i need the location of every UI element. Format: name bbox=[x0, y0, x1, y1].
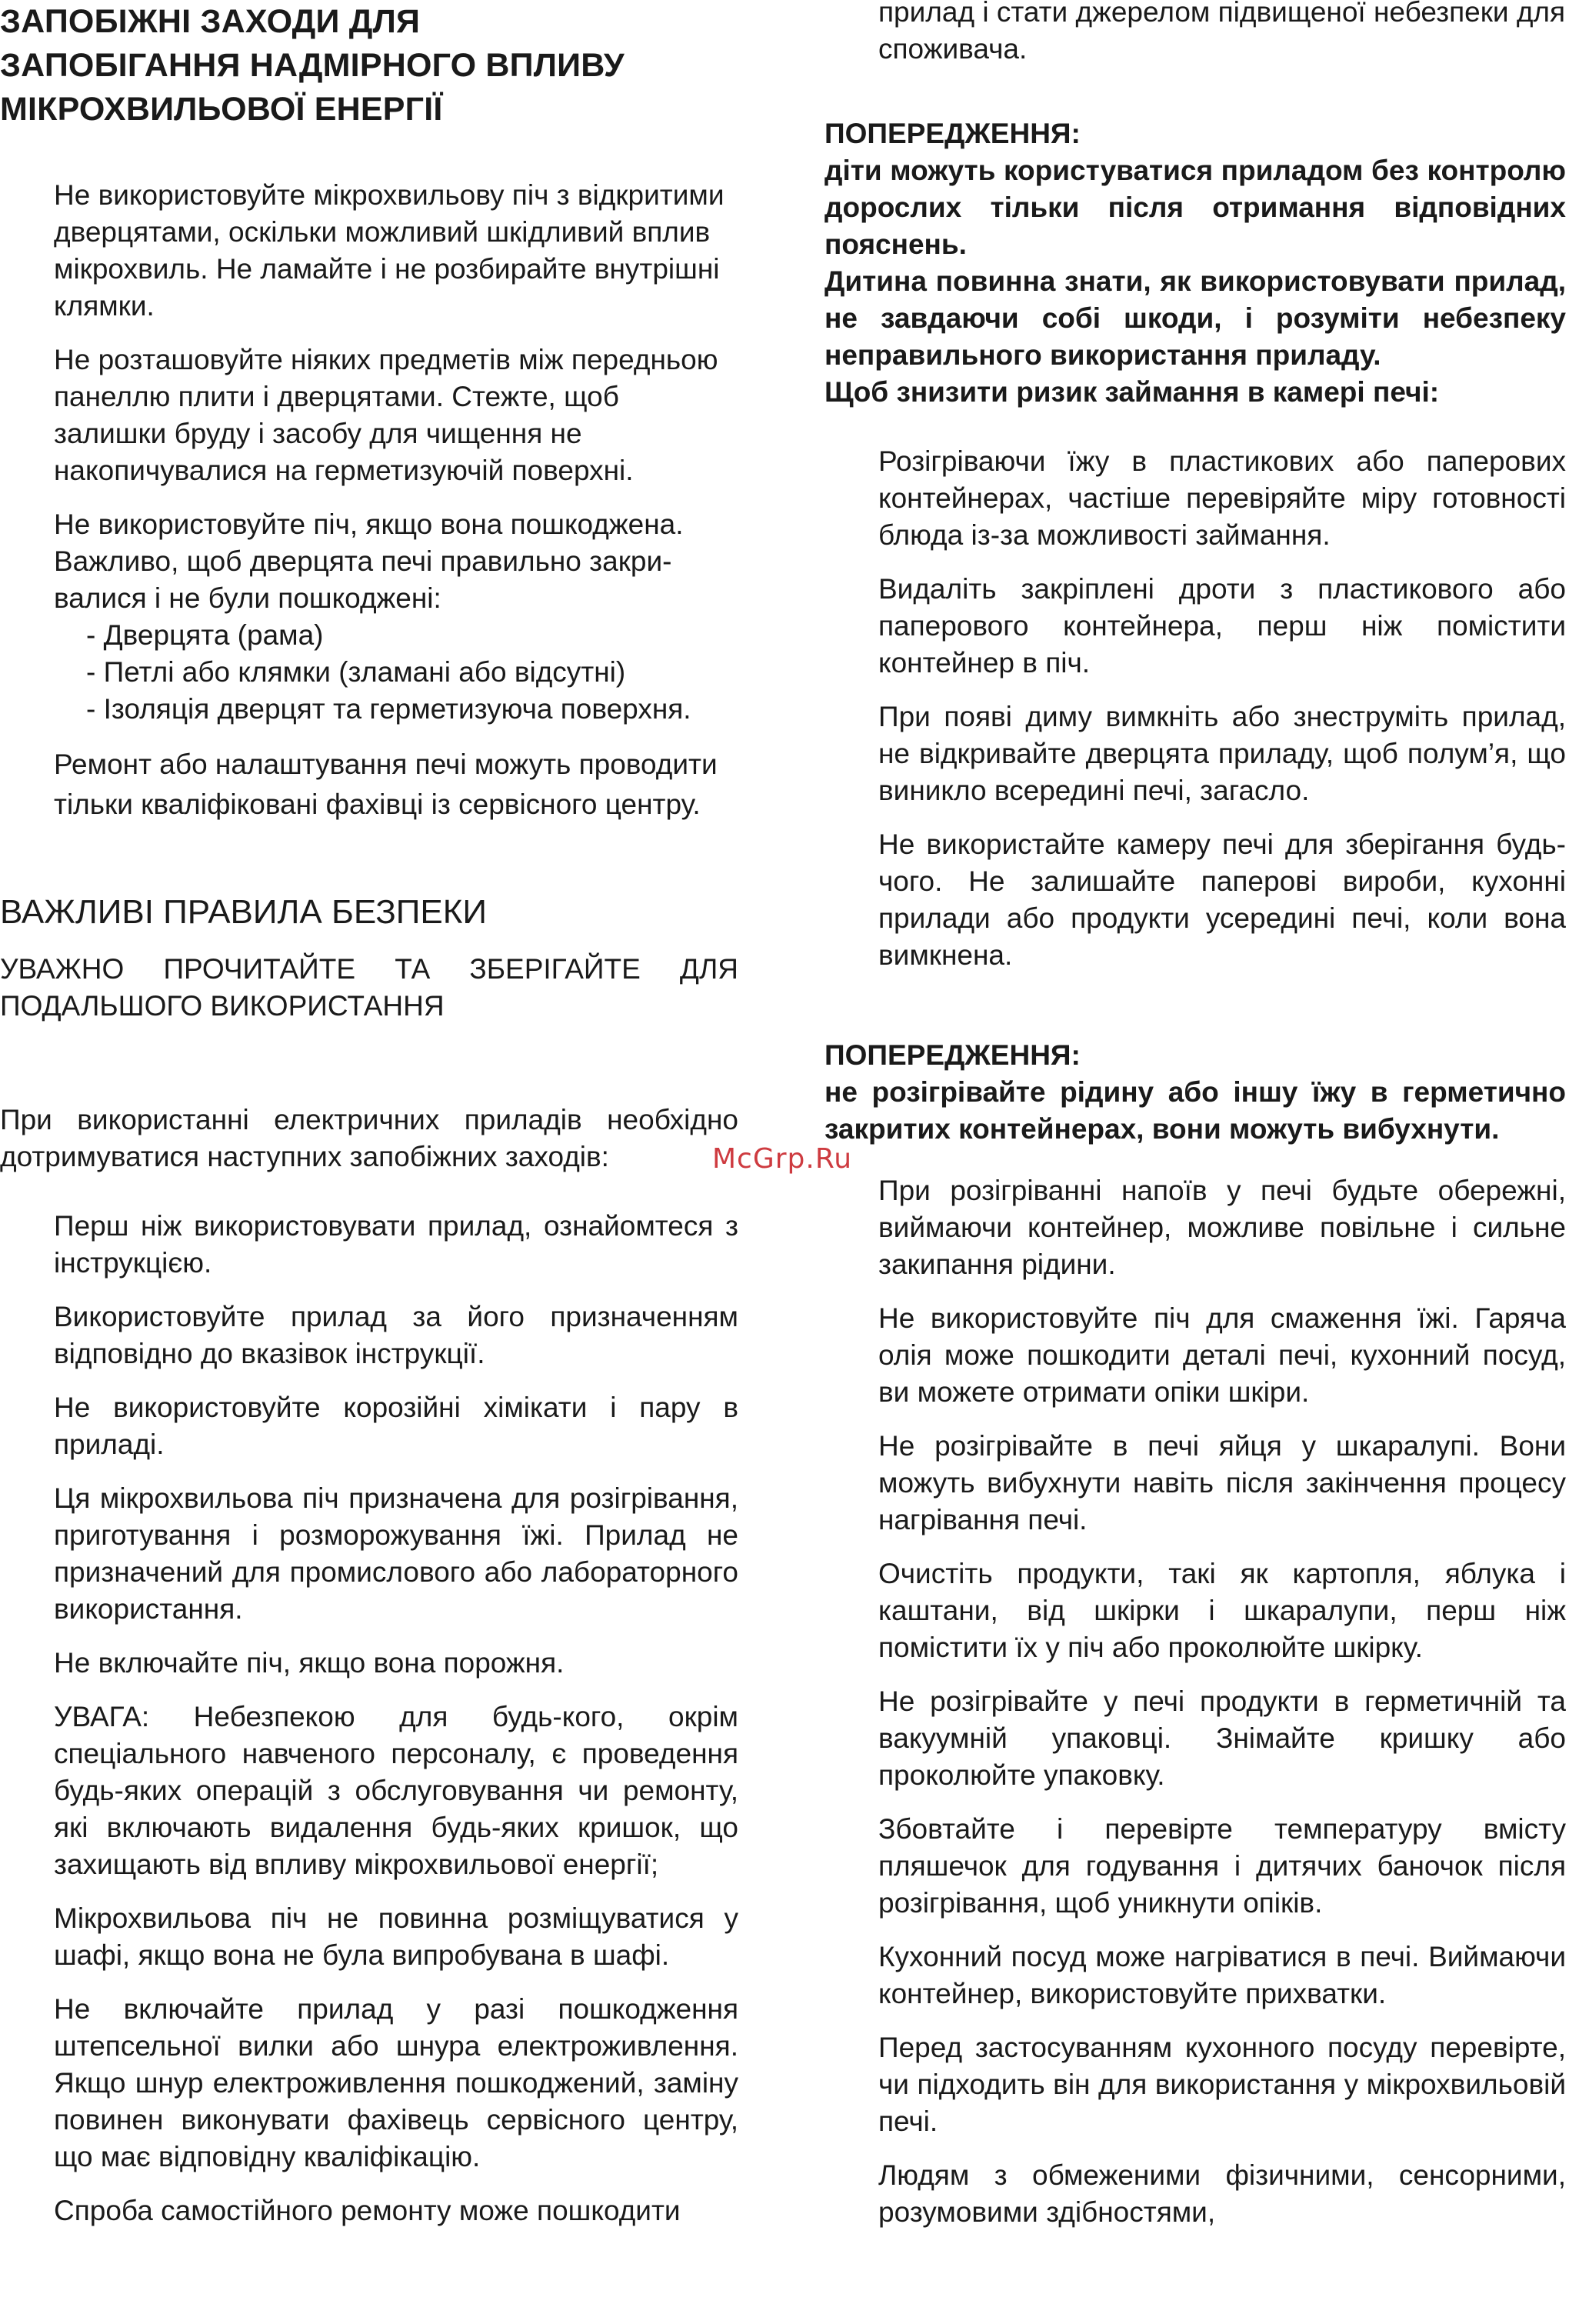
caution-item: Перед застосуванням кухонного посуду перевірте, чи підходить він для використання у мікрохвильовій печі. bbox=[878, 2032, 1566, 2137]
paragraph-open-door: Не використовуйте мікрохвильову піч з відкритими дверцятами, оскільки можливий шкідливий вплив мікрохвиль. Не ламайте і не розбирайте внутрішні клямки. bbox=[54, 179, 725, 322]
fire-item: Не використайте камеру печі для зберігання будь-чого. Не залишайте паперові вироби, кухонні прилади або продукти усередині печі, коли вона вимкнена. bbox=[878, 829, 1566, 971]
caution-item: Не розігрівайте в печі яйця у шкаралупі. Вони можуть вибухнути навіть після закінчення процесу нагрівання печі. bbox=[878, 1430, 1566, 1535]
paragraph-repair: Ремонт або налаштування печі можуть проводити тільки кваліфіковані фахівці із сервісного центру. bbox=[54, 749, 718, 820]
title-line: МІКРОХВИЛЬОВОЇ ЕНЕРГІЇ bbox=[0, 91, 443, 128]
list-item: - Петлі або клямки (зламані або відсутні) bbox=[86, 654, 738, 691]
rule-item: УВАГА: Небезпекою для будь-кого, окрім спеціального навченого персоналу, є проведення будь-яких операцій з обслуговування чи ремонту, які включають видалення будь-яких кришок, що захищають від впливу мікрохвильової енергії; bbox=[54, 1701, 738, 1880]
fire-risk-heading: Щоб знизити ризик займання в камері печі: bbox=[824, 376, 1440, 408]
caution-item: Кухонний посуд може нагріватися в печі. Виймаючи контейнер, використовуйте прихватки. bbox=[878, 1941, 1566, 2009]
rule-item: Використовуйте прилад за його призначенням відповідно до вказівок інструкції. bbox=[54, 1301, 738, 1369]
right-column bbox=[824, 0, 1566, 2231]
rule-item: Спроба самостійного ремонту може пошкодити bbox=[54, 2195, 681, 2226]
rule-item: Не включайте піч, якщо вона порожня. bbox=[54, 1647, 565, 1679]
rule-item: Мікрохвильова піч не повинна розміщуватися у шафі, якщо вона не була випробувана в шафі. bbox=[54, 1902, 738, 1971]
title-line: ЗАПОБІГАННЯ НАДМІРНОГО ВПЛИВУ bbox=[0, 47, 625, 84]
title-line: ЗАПОБІЖНІ ЗАХОДИ ДЛЯ bbox=[0, 3, 421, 40]
section-title-safety-rules: ВАЖЛИВІ ПРАВИЛА БЕЗПЕКИ bbox=[0, 893, 488, 931]
caution-item: При розігріванні напоїв у печі будьте обережні, виймаючи контейнер, можливе повільне і сильне закипання рідини. bbox=[878, 1175, 1566, 1280]
caution-item: Людям з обмеженими фізичними, сенсорними, розумовими здібностями, bbox=[878, 2159, 1566, 2228]
fire-item: При появі диму вимкніть або знеструміть прилад, не відкривайте дверцята приладу, щоб полум’я, що виникло всередині печі, загасло. bbox=[878, 701, 1566, 806]
paragraph-continuation: прилад і стати джерелом підвищеної небезпеки для споживача. bbox=[878, 0, 1566, 65]
paragraph-damaged-oven: Не використовуйте піч, якщо вона пошкоджена. Важливо, щоб дверцята печі правильно закри-валися і не були пошкоджені: bbox=[54, 508, 684, 614]
damage-list bbox=[0, 617, 738, 728]
rule-item: Не включайте прилад у разі пошкодження штепсельної вилки або шнура електроживлення. Якщо шнур електроживлення пошкоджений, заміну повинен виконувати фахівець сервісного центру, що має відповідну кваліфікацію. bbox=[54, 1993, 738, 2172]
warning-text-child-knowledge: Дитина повинна знати, як використовувати прилад, не завдаючи собі шкоди, і розуміти небезпеку неправильного використання приладу. bbox=[824, 265, 1566, 371]
warning-text-sealed-containers: не розігрівайте рідину або іншу їжу в герметично закритих контейнерах, вони можуть вибухнути. bbox=[824, 1076, 1566, 1145]
section-title-precautions bbox=[0, 0, 738, 132]
paragraph-no-objects: Не розташовуйте ніяких предметів між передньою панеллю плити і дверцятами. Стежте, щоб залишки бруду і засобу для чищення не накопичувалися на герметизуючій поверхні. bbox=[54, 344, 718, 486]
fire-item: Видаліть закріплені дроти з пластикового або паперового контейнера, перш ніж помістити контейнер в піч. bbox=[878, 573, 1566, 679]
caution-item: Очистіть продукти, такі як картопля, яблука і каштани, від шкірки і шкаралупи, перш ніж помістити їх у піч або проколюйте шкірку. bbox=[878, 1558, 1566, 1663]
warning-label: ПОПЕРЕДЖЕННЯ: bbox=[824, 118, 1081, 149]
warning-text-children: діти можуть користуватися приладом без контролю дорослих тільки після отримання відповідних пояснень. bbox=[824, 155, 1566, 260]
list-item: - Дверцята (рама) bbox=[86, 617, 738, 654]
paragraph-intro: При використанні електричних приладів необхідно дотримуватися наступних запобіжних заходів: bbox=[0, 1104, 738, 1172]
fire-item: Розігріваючи їжу в пластикових або паперових контейнерах, частіше перевіряйте міру готовності блюда із-за можливості займання. bbox=[878, 445, 1566, 551]
rule-item: Не використовуйте корозійні хімікати і пару в приладі. bbox=[54, 1392, 738, 1460]
list-item: - Ізоляція дверцят та герметизуюча поверхня. bbox=[86, 691, 738, 728]
rule-item: Ця мікрохвильова піч призначена для розігрівання, приготування і розморожування їжі. Прилад не призначений для промислового або лабораторного використання. bbox=[54, 1482, 738, 1625]
left-column bbox=[0, 0, 738, 2229]
caution-item: Не розігрівайте у печі продукти в герметичній та вакуумній упаковці. Знімайте кришку або проколюйте упаковку. bbox=[878, 1685, 1566, 1791]
subheading-read-carefully: УВАЖНО ПРОЧИТАЙТЕ ТА ЗБЕРІГАЙТЕ ДЛЯ ПОДАЛЬШОГО ВИКОРИСТАННЯ bbox=[0, 953, 738, 1022]
rule-item: Перш ніж використовувати прилад, ознайомтеся з інструкцією. bbox=[54, 1210, 738, 1279]
warning-label: ПОПЕРЕДЖЕННЯ: bbox=[824, 1039, 1081, 1071]
caution-item: Збовтайте і перевірте температуру вмісту пляшечок для годування і дитячих баночок після розігрівання, щоб уникнути опіків. bbox=[878, 1813, 1566, 1919]
watermark: McGrp.Ru bbox=[712, 1143, 853, 1175]
caution-item: Не використовуйте піч для смаження їжі. Гаряча олія може пошкодити деталі печі, кухонний посуд, ви можете отримати опіки шкіри. bbox=[878, 1302, 1566, 1408]
